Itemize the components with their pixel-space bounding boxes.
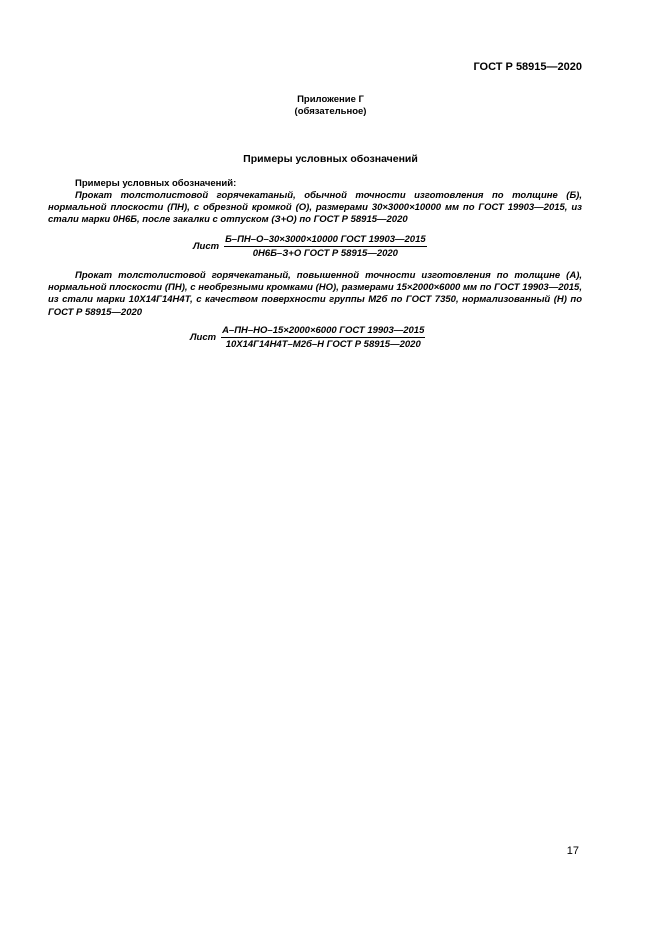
designation-denominator: 0Н6Б–З+О ГОСТ Р 58915—2020 (252, 248, 398, 259)
designation-numerator: Б–ПН–О–30×3000×10000 ГОСТ 19903—2015 (225, 234, 426, 245)
designation-fraction (221, 325, 425, 350)
examples-subheading: Примеры условных обозначений: (75, 178, 237, 189)
appendix-status: (обязательное) (294, 106, 367, 117)
designation-label: Лист (193, 241, 220, 252)
page-number: 17 (566, 845, 579, 857)
designation-numerator: А–ПН–НО–15×2000×6000 ГОСТ 19903—2015 (222, 325, 425, 336)
example-2-text: Прокат толстолистовой горячекатаный, повышенной точности изготовления по толщине (А), нормальной плоскости (ПН), с необрезными кромками (НО), размерами 15×2000×6000 мм по ГОСТ 19903—2015, из стали марки 10Х14Г14Н4Т, с качеством поверхности группы М2б по ГОСТ 7350, нормализованный (Н) по ГОСТ Р 58915—2020 (48, 270, 582, 318)
example-1-text: Прокат толстолистовой горячекатаный, обычной точности изготовления по толщине (Б), нормальной плоскости (ПН), с обрезной кромкой (О), размерами 30×3000×10000 мм по ГОСТ 19903—2015, из стали марки 0Н6Б, после закалки с отпуском (З+О) по ГОСТ Р 58915—2020 (48, 190, 582, 226)
example-2-designation (190, 325, 425, 350)
designation-label: Лист (190, 332, 217, 343)
standard-code: ГОСТ Р 58915—2020 (473, 61, 582, 73)
section-title: Примеры условных обозначений (243, 153, 418, 165)
designation-fraction (224, 234, 427, 259)
appendix-heading (0, 94, 661, 118)
appendix-title: Приложение Г (297, 94, 364, 105)
designation-denominator: 10Х14Г14Н4Т–М2б–Н ГОСТ Р 58915—2020 (225, 339, 421, 350)
example-1-designation (193, 234, 427, 259)
